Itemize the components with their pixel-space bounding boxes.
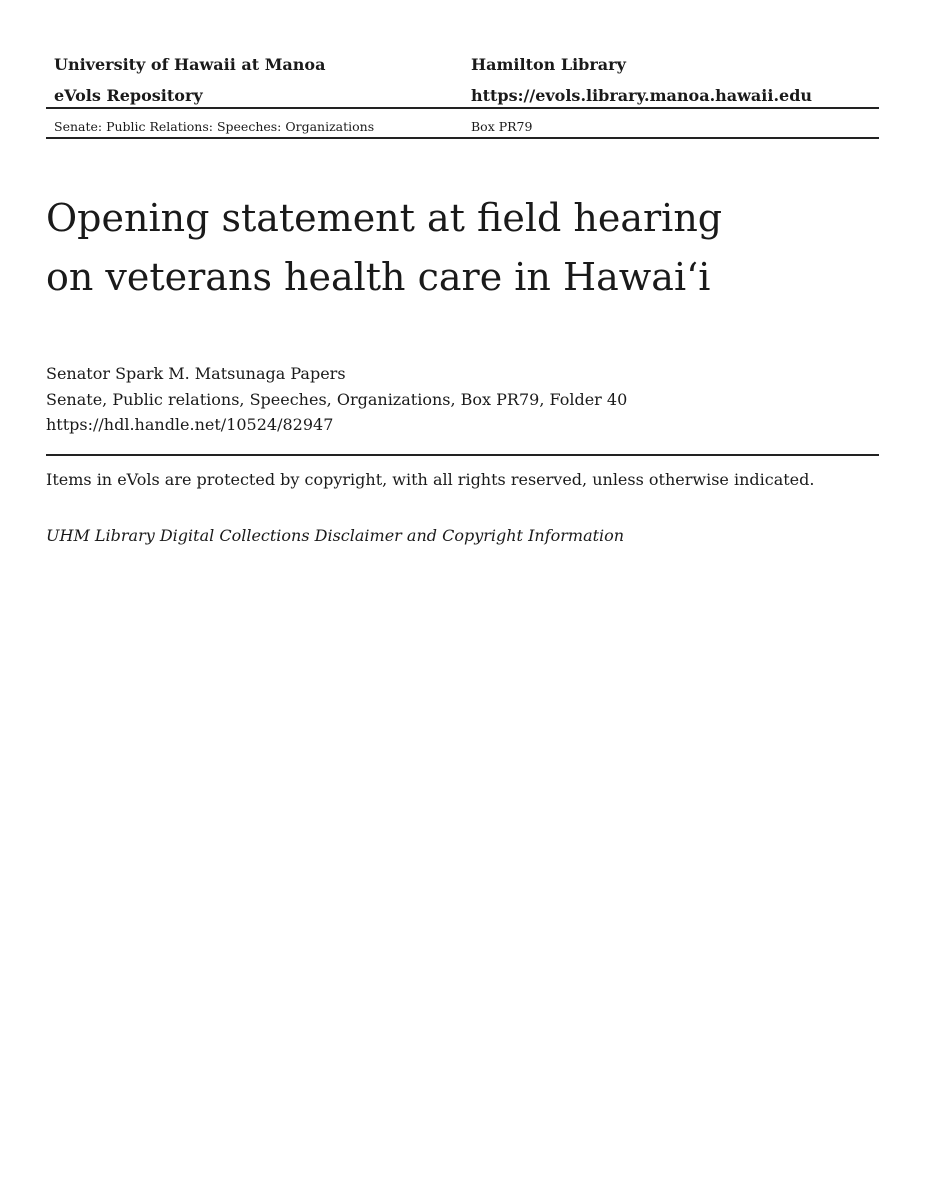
disclaimer-link[interactable]: UHM Library Digital Collections Disclaimer and Copyright Information xyxy=(46,526,625,545)
header-divider-bottom xyxy=(46,137,879,139)
collection-path: Senate: Public Relations: Speeches: Organizations xyxy=(54,119,375,134)
copyright-notice: Items in eVols are protected by copyright, with all rights reserved, unless otherwise indicated. xyxy=(46,470,815,489)
box-label: Box PR79 xyxy=(471,119,533,134)
repository-name: eVols Repository xyxy=(54,86,203,105)
metadata-divider xyxy=(46,454,879,456)
title-line-2: on veterans health care in Hawaiʻi xyxy=(46,255,711,299)
institution-name: University of Hawaii at Manoa xyxy=(54,55,326,74)
repository-url[interactable]: https://evols.library.manoa.hawaii.edu xyxy=(471,86,813,105)
header-row-2 xyxy=(46,86,879,117)
title-line-1: Opening statement at field hearing xyxy=(46,196,723,240)
library-name: Hamilton Library xyxy=(471,55,626,74)
header-row-1 xyxy=(46,55,879,86)
collection-path-row xyxy=(46,118,879,136)
handle-link[interactable]: https://hdl.handle.net/10524/82947 xyxy=(46,415,334,434)
folder-location: Senate, Public relations, Speeches, Organizations, Box PR79, Folder 40 xyxy=(46,389,628,409)
header-divider-top xyxy=(46,107,879,109)
collection-name: Senator Spark M. Matsunaga Papers xyxy=(46,364,346,383)
document-metadata xyxy=(46,361,627,438)
document-title xyxy=(46,189,879,307)
